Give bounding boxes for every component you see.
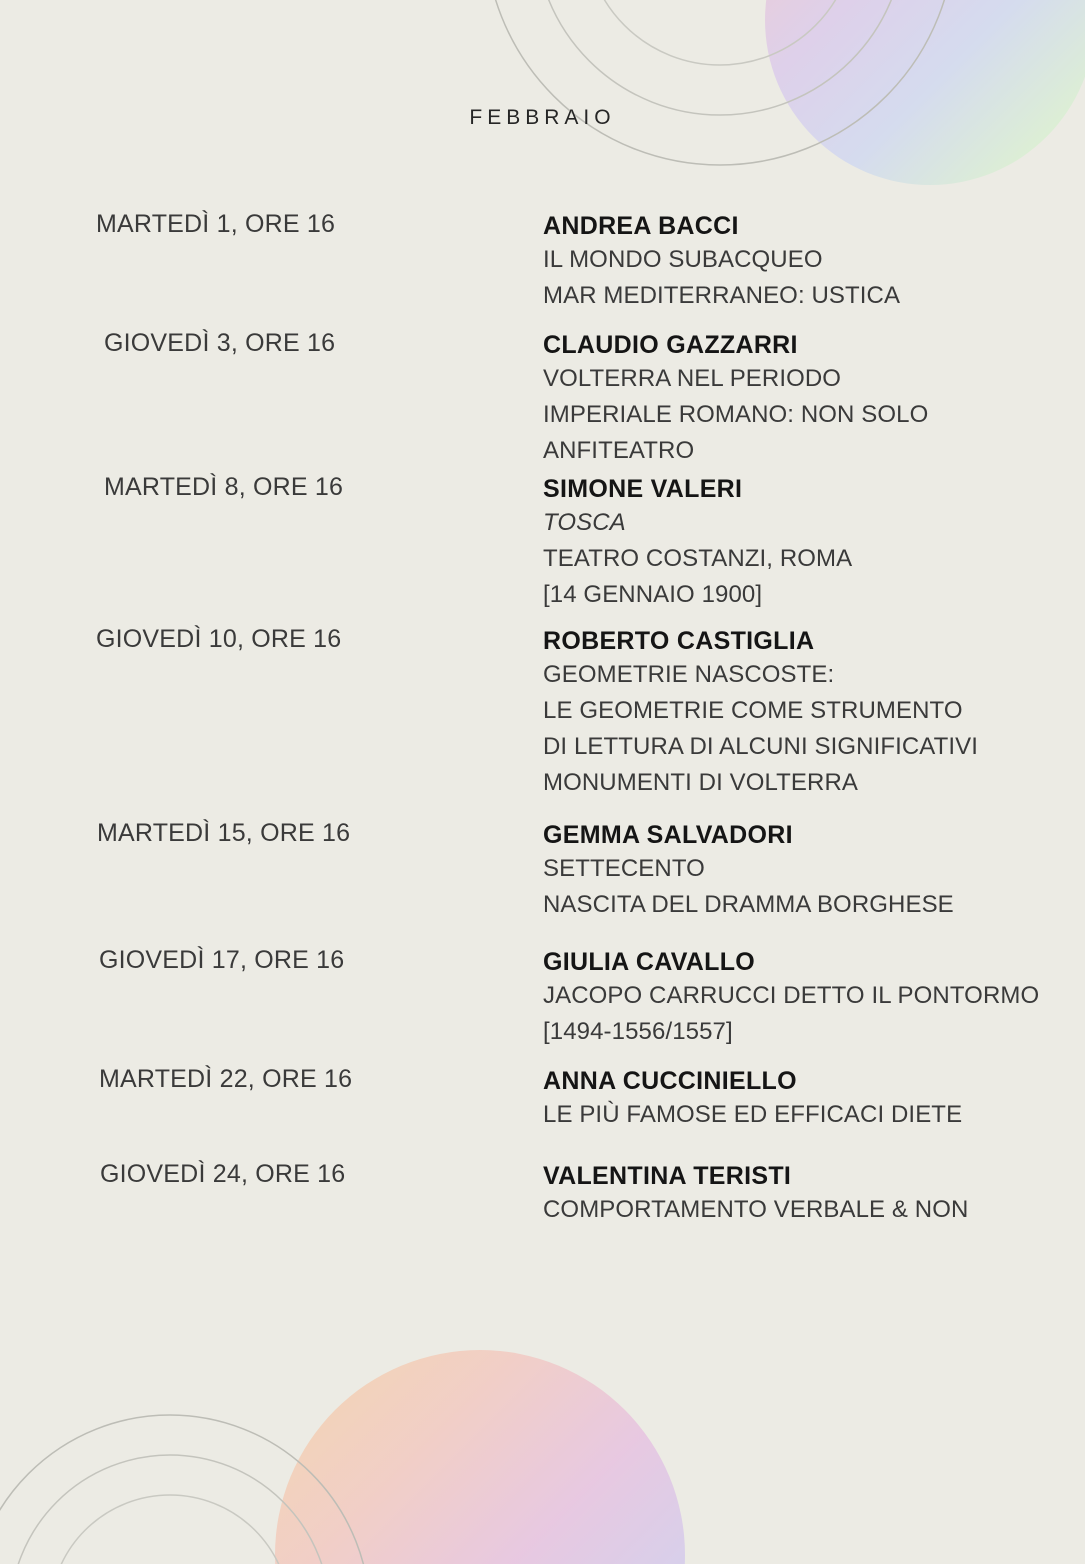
event-title-line: IMPERIALE ROMANO: NON SOLO (543, 401, 929, 428)
event-title-line: IL MONDO SUBACQUEO (543, 246, 823, 273)
event-title-line: LE PIÙ FAMOSE ED EFFICACI DIETE (543, 1101, 963, 1128)
event-title-line: [14 GENNAIO 1900] (543, 581, 763, 608)
event-work-title: TOSCA (543, 509, 626, 536)
event-title-line: GEOMETRIE NASCOSTE: (543, 661, 835, 688)
event-info (543, 473, 1063, 613)
event-speaker: VALENTINA TERISTI (543, 1162, 792, 1190)
event-title-line: COMPORTAMENTO VERBALE & NON (543, 1196, 969, 1223)
event-speaker: ANDREA BACCI (543, 212, 739, 240)
event-speaker: GIULIA CAVALLO (543, 948, 756, 976)
event-date: GIOVEDÌ 3, ORE 16 (104, 329, 336, 357)
event-speaker: CLAUDIO GAZZARRI (543, 331, 798, 359)
event-speaker: GEMMA SALVADORI (543, 821, 793, 849)
event-title-line: ANFITEATRO (543, 437, 695, 464)
event-title-line: NASCITA DEL DRAMMA BORGHESE (543, 891, 954, 918)
event-date: MARTEDÌ 1, ORE 16 (96, 210, 336, 238)
bottom-color-circle (275, 1350, 685, 1564)
event-date: GIOVEDÌ 17, ORE 16 (99, 946, 345, 974)
event-info (543, 946, 1063, 1050)
event-title-line: MONUMENTI DI VOLTERRA (543, 769, 859, 796)
event-title-line: DI LETTURA DI ALCUNI SIGNIFICATIVI (543, 733, 979, 760)
event-title-line: JACOPO CARRUCCI DETTO IL PONTORMO (543, 982, 1040, 1009)
event-speaker: SIMONE VALERI (543, 475, 743, 503)
month-heading: FEBBRAIO (469, 106, 616, 129)
event-date: MARTEDÌ 8, ORE 16 (104, 473, 344, 501)
event-info (543, 819, 1063, 923)
event-info (543, 329, 1063, 469)
event-info (543, 625, 1063, 801)
event-date: GIOVEDÌ 24, ORE 16 (100, 1160, 346, 1188)
event-title-line: LE GEOMETRIE COME STRUMENTO (543, 697, 963, 724)
event-date: GIOVEDÌ 10, ORE 16 (96, 625, 342, 653)
event-speaker: ROBERTO CASTIGLIA (543, 627, 815, 655)
bottom-line-ring-3 (50, 1495, 290, 1564)
event-info (543, 1065, 1063, 1133)
event-title-line: [1494-1556/1557] (543, 1018, 733, 1045)
event-title-line: VOLTERRA NEL PERIODO (543, 365, 842, 392)
event-info (543, 210, 1063, 314)
event-title-line: TEATRO COSTANZI, ROMA (543, 545, 853, 572)
event-info (543, 1160, 1063, 1228)
event-date: MARTEDÌ 22, ORE 16 (99, 1065, 353, 1093)
event-title-line: MAR MEDITERRANEO: USTICA (543, 282, 901, 309)
event-title-line: SETTECENTO (543, 855, 705, 882)
event-speaker: ANNA CUCCINIELLO (543, 1067, 797, 1095)
event-date: MARTEDÌ 15, ORE 16 (97, 819, 351, 847)
